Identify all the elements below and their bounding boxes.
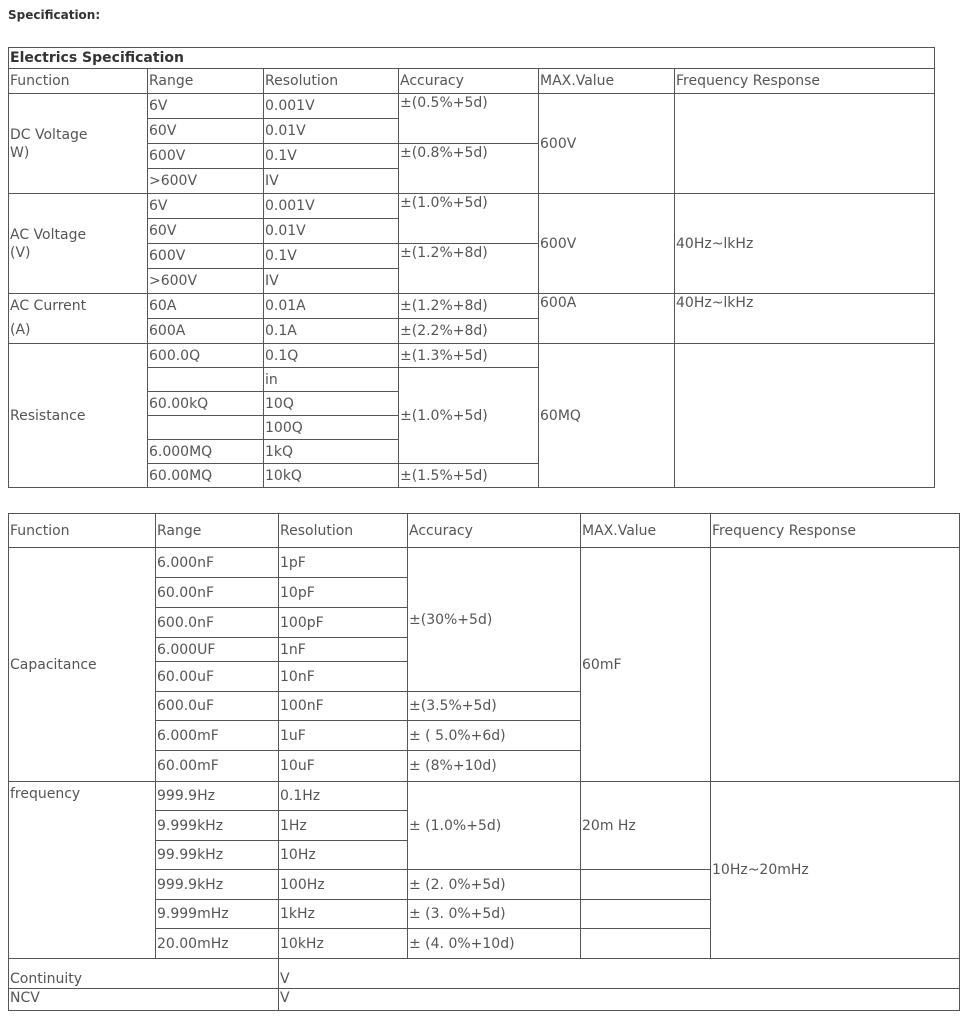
resolution-cell: 100Hz: [279, 870, 408, 900]
header-function: Function: [9, 69, 148, 94]
table-row: [9, 548, 960, 578]
accuracy-cell: ± (2. 0%+5d): [408, 870, 581, 900]
max-value-cell: 600V: [539, 94, 675, 194]
resolution-cell: 1uF: [279, 721, 408, 751]
resolution-cell: 1nF: [279, 638, 408, 662]
resolution-cell: 1Hz: [279, 811, 408, 841]
accuracy-cell: ±(1.2%+8d): [399, 244, 539, 294]
resolution-cell: 0.01V: [264, 219, 399, 244]
range-cell: 999.9Hz: [156, 782, 279, 811]
resolution-cell: 100pF: [279, 608, 408, 638]
range-cell: 60.00MQ: [148, 464, 264, 488]
accuracy-cell: ±(1.0%+5d): [399, 368, 539, 464]
range-cell: 600V: [148, 244, 264, 269]
range-cell: 60.00kQ: [148, 392, 264, 416]
continuity-label: Continuity: [9, 959, 279, 989]
header-resolution: Resolution: [279, 514, 408, 548]
accuracy-cell: ± (8%+10d): [408, 751, 581, 782]
range-cell: 600.0nF: [156, 608, 279, 638]
accuracy-cell: ±(30%+5d): [408, 548, 581, 692]
range-cell: 60V: [148, 119, 264, 144]
table-row: [9, 989, 960, 1011]
function-cell: AC Voltage (V): [9, 194, 148, 294]
table-row: [9, 294, 935, 319]
range-cell: 60.00nF: [156, 578, 279, 608]
frequency-response-cell: [711, 548, 960, 782]
table-row: [9, 959, 960, 989]
resolution-cell: 1pF: [279, 548, 408, 578]
table-title: Electrics Specification: [9, 48, 935, 69]
header-range: Range: [148, 69, 264, 94]
table-header-row: [9, 69, 935, 94]
range-cell: 60A: [148, 294, 264, 319]
max-value-cell: 60mF: [581, 548, 711, 782]
resolution-cell: IV: [264, 269, 399, 294]
resolution-cell: 0.1Q: [264, 344, 399, 368]
accuracy-cell: ±(0.5%+5d): [399, 94, 539, 144]
table-row: [9, 94, 935, 119]
resolution-cell: 10pF: [279, 578, 408, 608]
header-resolution: Resolution: [264, 69, 399, 94]
resolution-cell: 1kHz: [279, 900, 408, 929]
range-cell: 6.000mF: [156, 721, 279, 751]
resolution-cell: 0.1V: [264, 244, 399, 269]
resolution-cell: 100nF: [279, 692, 408, 721]
header-frequency-response: Frequency Response: [675, 69, 935, 94]
accuracy-cell: ±(1.0%+5d): [399, 194, 539, 244]
accuracy-cell: ±(1.2%+8d): [399, 294, 539, 319]
accuracy-cell: ±(2.2%+8d): [399, 319, 539, 344]
range-cell: 6V: [148, 194, 264, 219]
max-value-cell: 60MQ: [539, 344, 675, 488]
max-value-cell: 20m Hz: [581, 782, 711, 870]
header-accuracy: Accuracy: [399, 69, 539, 94]
max-value-cell: 600V: [539, 194, 675, 294]
range-cell: 6.000UF: [156, 638, 279, 662]
resolution-cell: 100Q: [264, 416, 399, 440]
accuracy-cell: ±(3.5%+5d): [408, 692, 581, 721]
range-cell: 600A: [148, 319, 264, 344]
frequency-response-cell: 40Hz~lkHz: [675, 294, 935, 344]
resolution-cell: in: [264, 368, 399, 392]
accuracy-cell: ± (3. 0%+5d): [408, 900, 581, 929]
range-cell: 20.00mHz: [156, 929, 279, 959]
resolution-cell: 10Hz: [279, 841, 408, 870]
range-cell: >600V: [148, 169, 264, 194]
range-cell: [148, 368, 264, 392]
range-cell: 6.000nF: [156, 548, 279, 578]
table-header-row: [9, 514, 960, 548]
function-cell: DC Voltage W): [9, 94, 148, 194]
accuracy-cell: ± ( 5.0%+6d): [408, 721, 581, 751]
accuracy-cell: ±(1.5%+5d): [399, 464, 539, 488]
continuity-value: V: [279, 959, 960, 989]
resolution-cell: 10nF: [279, 662, 408, 692]
accuracy-cell: ±(1.3%+5d): [399, 344, 539, 368]
frequency-response-cell: [675, 344, 935, 488]
electrics-spec-table: [8, 47, 935, 488]
range-cell: 600.0uF: [156, 692, 279, 721]
function-cell: Capacitance: [9, 548, 156, 782]
resolution-cell: 0.001V: [264, 194, 399, 219]
resolution-cell: 1kQ: [264, 440, 399, 464]
range-cell: 60.00mF: [156, 751, 279, 782]
accuracy-cell: ± (4. 0%+10d): [408, 929, 581, 959]
resolution-cell: 10kQ: [264, 464, 399, 488]
resolution-cell: IV: [264, 169, 399, 194]
resolution-cell: 0.1A: [264, 319, 399, 344]
accuracy-cell: ±(0.8%+5d): [399, 144, 539, 194]
header-max-value: MAX.Value: [581, 514, 711, 548]
range-cell: [148, 416, 264, 440]
function-cell: AC Current (A): [9, 294, 148, 344]
header-max-value: MAX.Value: [539, 69, 675, 94]
max-value-cell: [581, 929, 711, 959]
header-frequency-response: Frequency Response: [711, 514, 960, 548]
range-cell: 60.00uF: [156, 662, 279, 692]
resolution-cell: 0.1Hz: [279, 782, 408, 811]
accuracy-cell: ± (1.0%+5d): [408, 782, 581, 870]
ncv-value: V: [279, 989, 960, 1011]
frequency-response-cell: [675, 94, 935, 194]
range-cell: >600V: [148, 269, 264, 294]
table-row: [9, 344, 935, 368]
resolution-cell: 10kHz: [279, 929, 408, 959]
frequency-response-cell: 10Hz~20mHz: [711, 782, 960, 959]
range-cell: 600V: [148, 144, 264, 169]
range-cell: 6.000MQ: [148, 440, 264, 464]
function-cell: Resistance: [9, 344, 148, 488]
resolution-cell: 0.01A: [264, 294, 399, 319]
max-value-cell: 600A: [539, 294, 675, 344]
range-cell: 99.99kHz: [156, 841, 279, 870]
ncv-label: NCV: [9, 989, 279, 1011]
page-heading: Specification:: [8, 8, 101, 22]
table-row: [9, 782, 960, 811]
resolution-cell: 0.1V: [264, 144, 399, 169]
range-cell: 9.999kHz: [156, 811, 279, 841]
range-cell: 6V: [148, 94, 264, 119]
measurement-spec-table: [8, 513, 960, 1011]
frequency-response-cell: 40Hz~lkHz: [675, 194, 935, 294]
max-value-cell: [581, 870, 711, 900]
header-function: Function: [9, 514, 156, 548]
range-cell: 600.0Q: [148, 344, 264, 368]
resolution-cell: 10Q: [264, 392, 399, 416]
header-range: Range: [156, 514, 279, 548]
header-accuracy: Accuracy: [408, 514, 581, 548]
range-cell: 9.999mHz: [156, 900, 279, 929]
range-cell: 999.9kHz: [156, 870, 279, 900]
resolution-cell: 10uF: [279, 751, 408, 782]
function-cell: frequency: [9, 782, 156, 959]
resolution-cell: 0.01V: [264, 119, 399, 144]
table-row: [9, 194, 935, 219]
range-cell: 60V: [148, 219, 264, 244]
max-value-cell: [581, 900, 711, 929]
resolution-cell: 0.001V: [264, 94, 399, 119]
